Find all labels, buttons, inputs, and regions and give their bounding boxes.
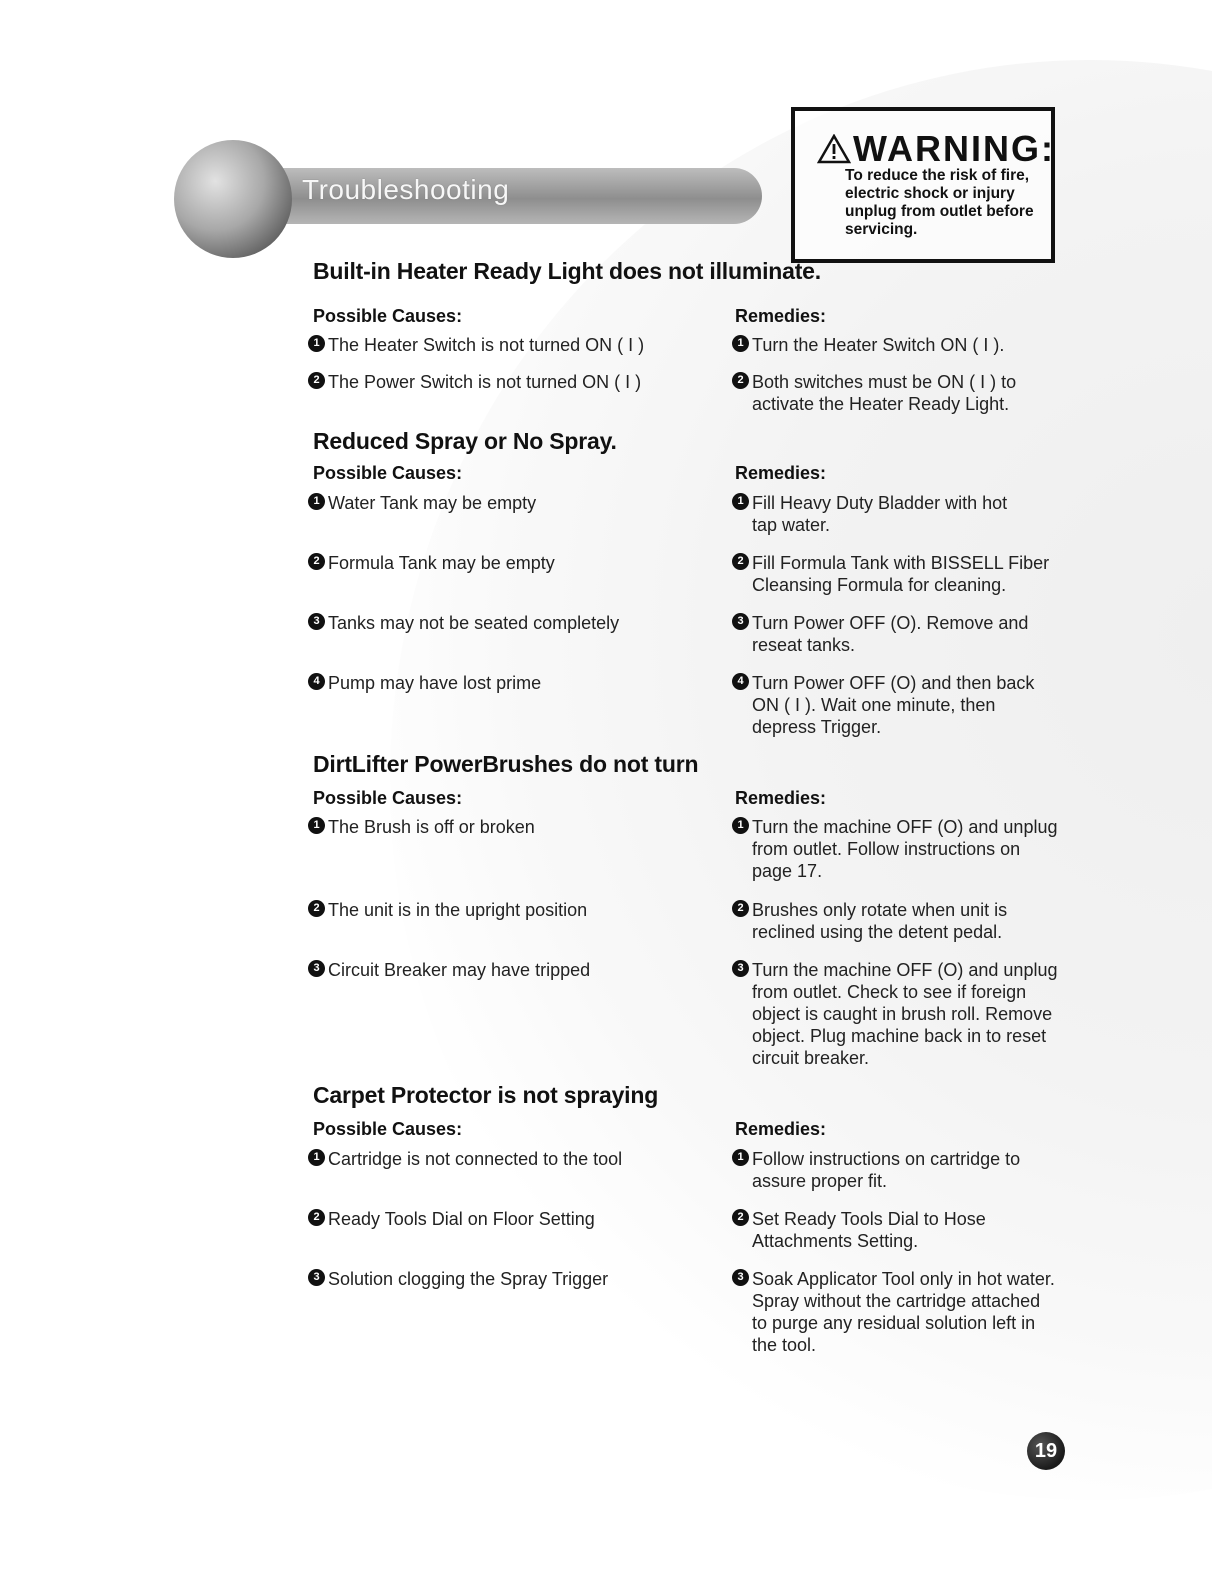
cause-text: Pump may have lost prime <box>328 673 542 693</box>
remedy-text: Turn the machine OFF (O) and unplug from outlet. Check to see if foreign object is caught in brush roll. Remove object. Plug machine back in to reset circuit breaker. <box>752 960 1058 1068</box>
step-number-badge: 4 <box>308 673 325 690</box>
page-title: Troubleshooting <box>302 174 510 205</box>
remedy-text: Follow instructions on cartridge to assure proper fit. <box>752 1149 1021 1191</box>
remedy-item <box>732 334 1092 356</box>
step-number-badge: 2 <box>308 372 325 389</box>
cause-item <box>308 612 688 634</box>
step-number-badge: 3 <box>732 960 749 977</box>
remedy-text: Set Ready Tools Dial to Hose Attachments Setting. <box>752 1209 986 1251</box>
remedies-label: Remedies: <box>735 463 827 483</box>
step-number-badge: 2 <box>732 1209 749 1226</box>
remedy-text: Turn Power OFF (O) and then back ON ( I ). Wait one minute, then depress Trigger. <box>752 673 1035 737</box>
cause-item <box>308 959 688 981</box>
remedy-text: Turn the machine OFF (O) and unplug from outlet. Follow instructions on page 17. <box>752 817 1058 881</box>
cause-item <box>308 1268 688 1290</box>
cause-item <box>308 672 688 694</box>
step-number-badge: 2 <box>308 553 325 570</box>
cause-text: Tanks may not be seated completely <box>328 613 620 633</box>
cause-text: Solution clogging the Spray Trigger <box>328 1269 609 1289</box>
remedies-label: Remedies: <box>735 306 827 326</box>
step-number-badge: 1 <box>308 1149 325 1166</box>
warning-box <box>791 107 1055 263</box>
cause-item <box>308 492 688 514</box>
cause-text: Circuit Breaker may have tripped <box>328 960 591 980</box>
step-number-badge: 3 <box>732 1269 749 1286</box>
cause-text: Cartridge is not connected to the tool <box>328 1149 623 1169</box>
warning-title: WARNING: <box>853 128 1055 169</box>
remedy-item <box>732 492 1092 536</box>
remedy-item <box>732 1268 1092 1356</box>
remedy-item <box>732 612 1092 656</box>
cause-text: Water Tank may be empty <box>328 493 537 513</box>
causes-label: Possible Causes: <box>313 306 463 326</box>
step-number-badge: 1 <box>732 1149 749 1166</box>
step-number-badge: 3 <box>308 1269 325 1286</box>
step-number-badge: 3 <box>308 613 325 630</box>
cause-item <box>308 334 688 356</box>
step-number-badge: 1 <box>308 335 325 352</box>
warning-heading <box>817 128 1055 169</box>
cause-item <box>308 1208 688 1230</box>
step-number-badge: 1 <box>308 817 325 834</box>
remedy-text: Both switches must be ON ( I ) to activate the Heater Ready Light. <box>752 372 1017 414</box>
step-number-badge: 1 <box>732 335 749 352</box>
cause-text: Formula Tank may be empty <box>328 553 555 573</box>
remedy-text: Brushes only rotate when unit is reclined using the detent pedal. <box>752 900 1008 942</box>
cause-item <box>308 552 688 574</box>
remedy-item <box>732 959 1092 1069</box>
section-title-heater: Built-in Heater Ready Light does not illuminate. <box>313 258 821 284</box>
step-number-badge: 2 <box>732 372 749 389</box>
remedy-item <box>732 672 1092 738</box>
remedy-item <box>732 552 1092 596</box>
step-number-badge: 2 <box>308 1209 325 1226</box>
warning-text: To reduce the risk of fire, electric shock or injury unplug from outlet before servicing. <box>845 167 1034 238</box>
page-number: 19 <box>1027 1432 1065 1470</box>
step-number-badge: 2 <box>732 900 749 917</box>
remedies-label: Remedies: <box>735 788 827 808</box>
warning-triangle-icon <box>817 134 851 164</box>
step-number-badge: 2 <box>308 900 325 917</box>
step-number-badge: 3 <box>308 960 325 977</box>
cause-item <box>308 1148 688 1170</box>
remedy-item <box>732 1208 1092 1252</box>
step-number-badge: 4 <box>732 673 749 690</box>
step-number-badge: 1 <box>732 817 749 834</box>
remedy-text: Soak Applicator Tool only in hot water. Spray without the cartridge attached to purge any residual solution left in the tool. <box>752 1269 1055 1355</box>
step-number-badge: 2 <box>732 553 749 570</box>
remedy-item <box>732 371 1092 415</box>
cause-text: Ready Tools Dial on Floor Setting <box>328 1209 595 1229</box>
cause-text: The Brush is off or broken <box>328 817 535 837</box>
section-title-brushes: DirtLifter PowerBrushes do not turn <box>313 751 699 777</box>
step-number-badge: 1 <box>732 493 749 510</box>
cause-text: The Heater Switch is not turned ON ( I ) <box>328 335 645 355</box>
remedy-item <box>732 899 1092 943</box>
cause-item <box>308 816 688 838</box>
cause-text: The Power Switch is not turned ON ( I ) <box>328 372 642 392</box>
section-title-spray: Reduced Spray or No Spray. <box>313 428 617 454</box>
remedy-item <box>732 816 1092 882</box>
step-number-badge: 1 <box>308 493 325 510</box>
remedy-text: Turn Power OFF (O). Remove and reseat tanks. <box>752 613 1029 655</box>
remedy-text: Turn the Heater Switch ON ( I ). <box>752 335 1005 355</box>
causes-label: Possible Causes: <box>313 788 463 808</box>
cause-item <box>308 899 688 921</box>
causes-label: Possible Causes: <box>313 463 463 483</box>
cause-item <box>308 371 688 393</box>
step-number-badge: 3 <box>732 613 749 630</box>
section-title-carpet-protector: Carpet Protector is not spraying <box>313 1082 659 1108</box>
causes-label: Possible Causes: <box>313 1119 463 1139</box>
remedy-text: Fill Heavy Duty Bladder with hot tap water. <box>752 493 1008 535</box>
remedies-label: Remedies: <box>735 1119 827 1139</box>
section-header-circle <box>174 140 292 258</box>
cause-text: The unit is in the upright position <box>328 900 588 920</box>
remedy-text: Fill Formula Tank with BISSELL Fiber Cleansing Formula for cleaning. <box>752 553 1050 595</box>
remedy-item <box>732 1148 1092 1192</box>
